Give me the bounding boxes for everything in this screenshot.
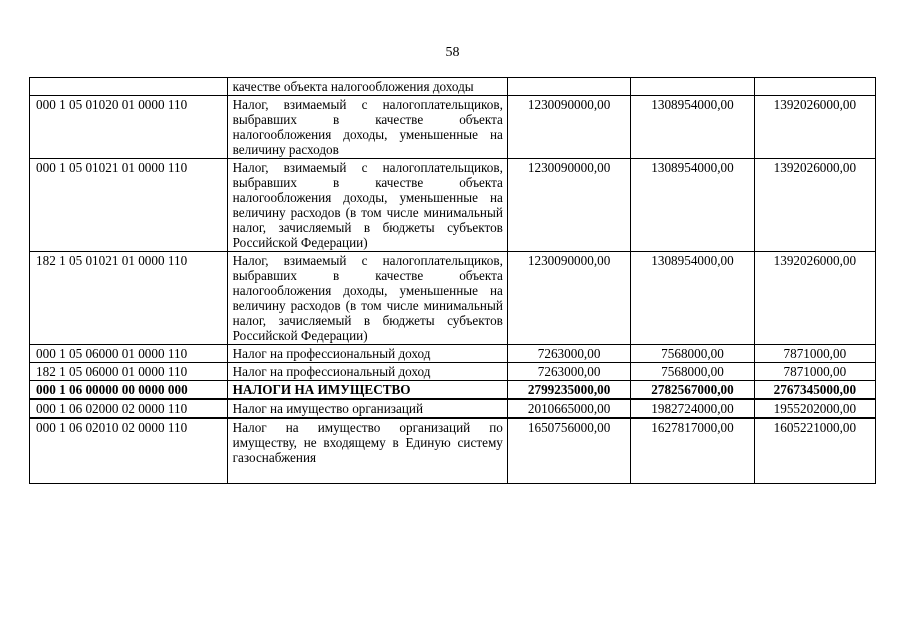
amount-year-3: 2767345000,00	[754, 381, 875, 400]
revenue-name: Налог, взимаемый с налогоплательщиков, выбравших в качестве объекта налогообложения доходы, уменьшенные на величину расходов (в том числе минимальный налог, зачисляемый в бюджеты субъектов Российской Федерации)	[227, 252, 507, 345]
table-row	[30, 363, 876, 381]
amount-year-2: 1308954000,00	[631, 252, 754, 345]
amount-year-3: 7871000,00	[754, 363, 875, 381]
amount-year-3: 1392026000,00	[754, 252, 875, 345]
amount-year-3	[754, 78, 875, 96]
table-row	[30, 399, 876, 418]
budget-code: 000 1 05 01020 01 0000 110	[30, 96, 228, 159]
amount-year-3: 1605221000,00	[754, 418, 875, 484]
budget-code: 000 1 05 06000 01 0000 110	[30, 345, 228, 363]
table-row	[30, 345, 876, 363]
amount-year-1: 1650756000,00	[507, 418, 630, 484]
table-row	[30, 78, 876, 96]
revenue-name: Налог на имущество организаций	[227, 399, 507, 418]
revenue-name: Налог на имущество организаций по имуществу, не входящему в Единую систему газоснабжения	[227, 418, 507, 484]
amount-year-2	[631, 78, 754, 96]
revenue-name: Налог, взимаемый с налогоплательщиков, выбравших в качестве объекта налогообложения доходы, уменьшенные на величину расходов (в том числе минимальный налог, зачисляемый в бюджеты субъектов Российской Федерации)	[227, 159, 507, 252]
revenue-name: Налог на профессиональный доход	[227, 345, 507, 363]
amount-year-2: 7568000,00	[631, 363, 754, 381]
amount-year-1: 1230090000,00	[507, 252, 630, 345]
table-row-section-total	[30, 381, 876, 400]
budget-code: 182 1 05 01021 01 0000 110	[30, 252, 228, 345]
revenue-name: качестве объекта налогообложения доходы	[227, 78, 507, 96]
budget-code: 182 1 05 06000 01 0000 110	[30, 363, 228, 381]
amount-year-1: 2010665000,00	[507, 399, 630, 418]
table-row	[30, 418, 876, 484]
table-row	[30, 96, 876, 159]
amount-year-1	[507, 78, 630, 96]
budget-code: 000 1 06 02010 02 0000 110	[30, 418, 228, 484]
budget-code: 000 1 06 00000 00 0000 000	[30, 381, 228, 400]
amount-year-1: 7263000,00	[507, 345, 630, 363]
amount-year-1: 1230090000,00	[507, 96, 630, 159]
amount-year-3: 1392026000,00	[754, 159, 875, 252]
budget-code: 000 1 06 02000 02 0000 110	[30, 399, 228, 418]
budget-code: 000 1 05 01021 01 0000 110	[30, 159, 228, 252]
amount-year-1: 7263000,00	[507, 363, 630, 381]
amount-year-2: 1627817000,00	[631, 418, 754, 484]
amount-year-3: 1392026000,00	[754, 96, 875, 159]
table-row	[30, 159, 876, 252]
amount-year-1: 2799235000,00	[507, 381, 630, 400]
amount-year-2: 7568000,00	[631, 345, 754, 363]
amount-year-2: 2782567000,00	[631, 381, 754, 400]
amount-year-2: 1982724000,00	[631, 399, 754, 418]
revenue-name: Налог на профессиональный доход	[227, 363, 507, 381]
revenue-name: НАЛОГИ НА ИМУЩЕСТВО	[227, 381, 507, 400]
amount-year-2: 1308954000,00	[631, 159, 754, 252]
amount-year-1: 1230090000,00	[507, 159, 630, 252]
amount-year-2: 1308954000,00	[631, 96, 754, 159]
revenue-name: Налог, взимаемый с налогоплательщиков, выбравших в качестве объекта налогообложения доходы, уменьшенные на величину расходов	[227, 96, 507, 159]
revenue-table	[29, 77, 876, 484]
table-row	[30, 252, 876, 345]
amount-year-3: 7871000,00	[754, 345, 875, 363]
budget-code	[30, 78, 228, 96]
page-number: 58	[445, 45, 460, 60]
amount-year-3: 1955202000,00	[754, 399, 875, 418]
